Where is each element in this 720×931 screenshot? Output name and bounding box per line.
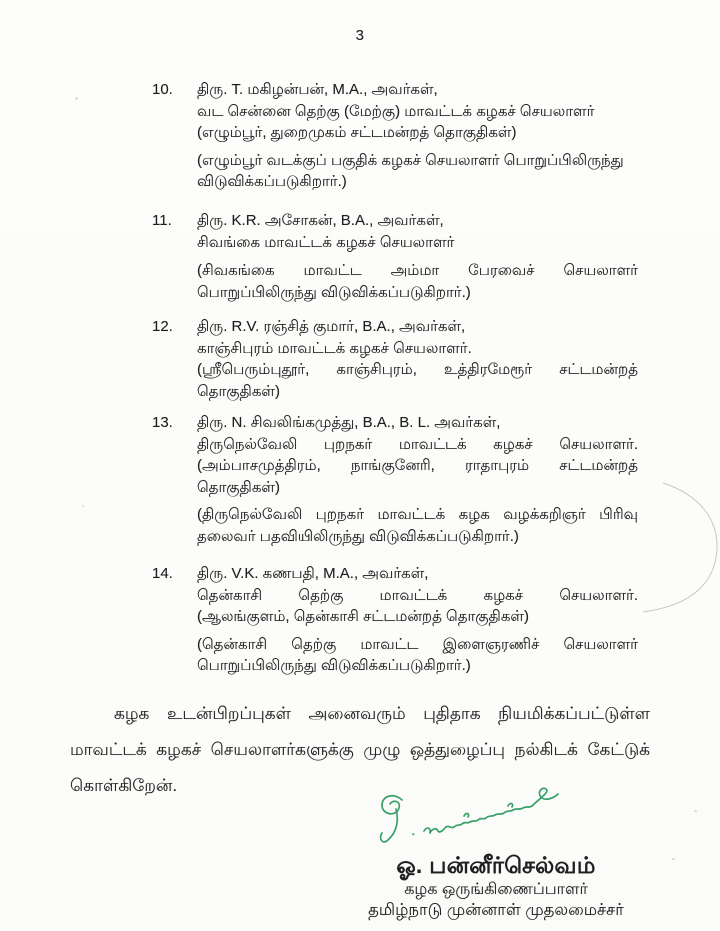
item-line: திருநெல்வேலி புறநகர் மாவட்டக் கழகச் செயலாளர்.	[197, 435, 638, 453]
item-paragraph	[197, 316, 638, 402]
item-content	[197, 79, 638, 193]
item-line: காஞ்சிபுரம் மாவட்டக் கழகச் செயலாளர்.	[197, 339, 472, 357]
item-number: 11.	[152, 212, 172, 229]
item-number: 13.	[152, 414, 173, 431]
page-number: 3	[355, 27, 365, 44]
item-line: (தென்காசி தெற்கு மாவட்ட இளைஞரணிச் செயலாளர்	[197, 635, 638, 653]
list-item	[152, 79, 638, 193]
item-paragraph	[197, 150, 638, 193]
item-line: விடுவிக்கப்படுகிறார்.)	[197, 173, 347, 191]
item-content	[197, 412, 638, 548]
list-item	[152, 210, 638, 303]
list-item	[152, 316, 638, 402]
item-paragraph	[197, 210, 638, 253]
item-paragraph	[197, 563, 638, 628]
item-line: வட சென்னை தெற்கு (மேற்கு) மாவட்டக் கழகச் செயலாளர்	[197, 102, 595, 120]
item-line: தொகுதிகள்)	[197, 478, 280, 496]
item-line: தென்காசி தெற்கு மாவட்டக் கழகச் செயலாளர்.	[197, 586, 638, 604]
item-content	[197, 563, 638, 677]
item-line: சிவங்கை மாவட்டக் கழகச் செயலாளர்	[197, 233, 455, 251]
signatory-name: ஓ. பன்னீர்செல்வம்	[396, 852, 596, 878]
item-line: பொறுப்பிலிருந்து விடுவிக்கப்படுகிறார்.)	[197, 657, 471, 675]
item-line: (அம்பாசமுத்திரம், நாங்குனேரி, ராதாபுரம் சட்டமன்றத்	[197, 457, 638, 475]
item-line: பொறுப்பிலிருந்து விடுவிக்கப்படுகிறார்.)	[197, 283, 471, 301]
item-paragraph	[197, 634, 638, 677]
signatory-title: கழக ஒருங்கிணைப்பாளர்	[404, 881, 588, 898]
item-content	[197, 316, 638, 402]
item-paragraph	[197, 504, 638, 547]
signatory-subtitle: தமிழ்நாடு முன்னாள் முதலமைச்சர்	[368, 901, 624, 919]
item-content	[197, 210, 638, 303]
item-line: திரு. R.V. ரஞ்சித் குமார், B.A., அவர்கள்,	[197, 318, 466, 335]
list-item	[152, 412, 638, 548]
closing-paragraph: கழக உடன்பிறப்புகள் அனைவரும் புதிதாக நியமிக்கப்பட்டுள்ள மாவட்டக் கழகச் செயலாளர்களுக்கு முழு ஒத்துழைப்பு நல்கிடக் கேட்டுக் கொள்கிறேன்.	[70, 704, 650, 795]
signature-ink	[368, 784, 573, 852]
item-line: (எழும்பூர், துறைமுகம் சட்டமன்றத் தொகுதிகள்)	[197, 124, 517, 142]
item-paragraph	[197, 412, 638, 498]
item-line: (எழும்பூர் வடக்குப் பகுதிக் கழகச் செயலாளர் பொறுப்பிலிருந்து	[197, 151, 624, 169]
item-number: 14.	[152, 565, 173, 582]
item-line: (ஆலங்குளம், தென்காசி சட்டமன்றத் தொகுதிகள்)	[197, 608, 529, 626]
item-line: திரு. V.K. கணபதி, M.A., அவர்கள்,	[197, 565, 429, 582]
scan-speck	[672, 858, 675, 860]
item-paragraph	[197, 79, 638, 144]
item-line: திரு. N. சிவலிங்கமுத்து, B.A., B. L. அவர்கள்,	[197, 414, 501, 431]
signature-block	[340, 784, 652, 921]
item-line: (சிவகங்கை மாவட்ட அம்மா பேரவைச் செயலாளர்	[197, 262, 638, 280]
item-line: திரு. T. மகிழன்பன், M.A., அவர்கள்,	[197, 81, 438, 98]
item-line: தலைவர் பதவியிலிருந்து விடுவிக்கப்படுகிறார்.)	[197, 527, 519, 545]
list-item	[152, 563, 638, 677]
item-line: திரு. K.R. அசோகன், B.A., அவர்கள்,	[197, 212, 444, 229]
item-line: (திருநெல்வேலி புறநகர் மாவட்டக் கழக வழக்கறிஞர் பிரிவு	[197, 506, 638, 524]
scan-speck	[75, 97, 78, 100]
item-line: (ஸ்ரீபெரும்புதூர், காஞ்சிபுரம், உத்திரமேரூர் சட்டமன்றத்	[197, 361, 638, 379]
item-line: தொகுதிகள்)	[197, 382, 280, 400]
item-paragraph	[197, 260, 638, 303]
scan-speck	[694, 810, 697, 812]
scan-speck	[82, 505, 84, 507]
item-number: 10.	[152, 81, 173, 98]
item-number: 12.	[152, 318, 173, 335]
